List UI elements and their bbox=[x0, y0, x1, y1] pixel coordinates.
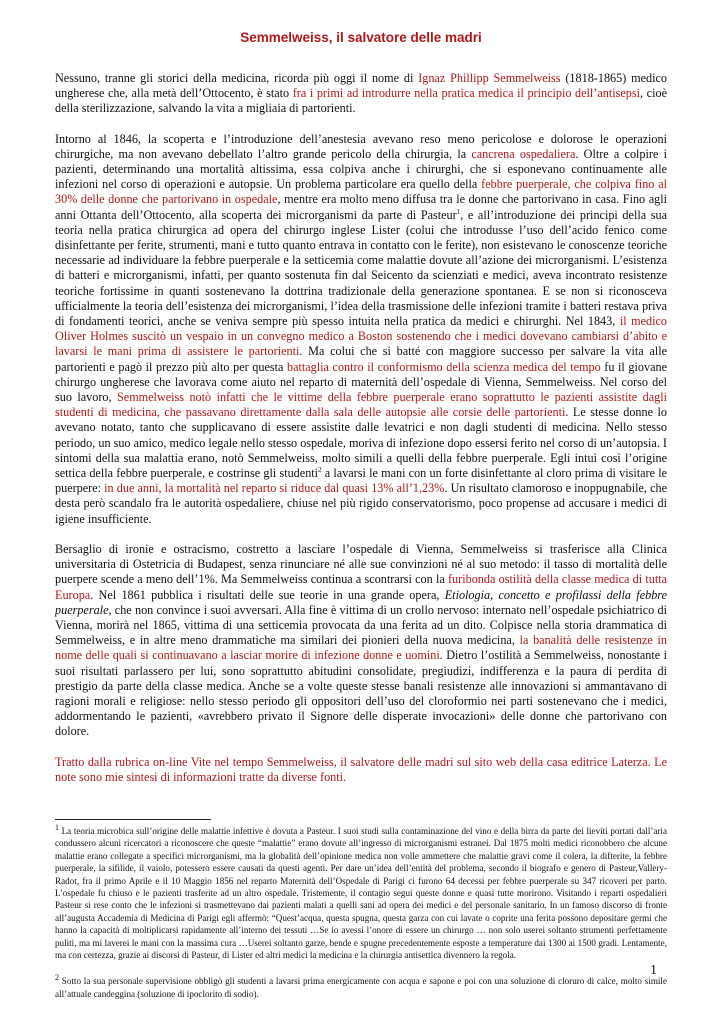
article-body bbox=[55, 71, 667, 785]
highlight-holmes: il medico Oliver Holmes suscitò un vespaio in un convegno medico a Boston sostenendo che i medici dovevano cambiarsi d’abito e lavarsi le mani prima di assistere le partorienti bbox=[55, 314, 667, 359]
text-run: . Oltre a colpire i pazienti, determinando una mortalità altissima, essa colpiva anche i chirurghi, che si esponevano continuamente alle infezioni nel corso di operazioni e autopsie. Un problema particolare era quello della bbox=[55, 146, 667, 192]
highlight-febbre: febbre puerperale, che colpiva fino al 30% delle donne che partorivano in ospedale bbox=[55, 177, 667, 207]
page-title: Semmelweiss, il salvatore delle madri bbox=[240, 30, 482, 45]
highlight-vittime: Semmelweiss notò infatti che le vittime della febbre puerperale erano soprattutto le pazienti assistite dagli studenti di medicina, che passavano direttamente dalla sala delle autopsie alle corsie delle partorienti bbox=[55, 390, 667, 420]
paragraph-intro bbox=[55, 71, 667, 117]
footnote-mark: 1 bbox=[55, 822, 59, 832]
footnote-mark: 2 bbox=[55, 973, 59, 983]
text-run: Intorno al 1846, la scoperta e l’introduzione dell’anestesia avevano reso meno pericolose e dolorose le operazioni chirurgiche, ma non avevano debellato l’altro grande pericolo della chirurgia, la bbox=[55, 131, 667, 161]
text-run: , e all’introduzione dei principi della sua teoria nella pratica chirurgica ad opera del chirurgo inglese Lister (colui che introdusse l’uso dell’acido fenico come disinfettante per ferite, strumenti, mani e tutto quanto entrava in contatto con le ferite), non esistevano le conoscenze teoriche necessarie ad individuare la febbre puerperale e la setticemia come malattie dovute all’azione dei microrganismi. L’esistenza di batteri e microrganismi, infatti, per quanto sostenuta fin dal Seicento da scienziati e medici, aveva incontrato resistenze teoriche fortissime in quanti sostenevano la dottrina tradizionale della generazione spontanea. E se non si riconosceva ufficialmente la teoria dell’esistenza dei microrganismi, l’idea della trasmissione delle infezioni tramite i batteri restava priva di fondamenti teorici, anche se veniva sempre più spesso intuita nella pratica da medici e chirurghi. Nel 1843, bbox=[55, 207, 667, 329]
source-note: Tratto dalla rubrica on-line Vite nel tempo Semmelweiss, il salvatore delle madri sul sito web della casa editrice Laterza. Le note sono mie sintesi di informazioni tratte da diverse fonti. bbox=[55, 754, 667, 784]
text-run: Nessuno, tranne gli storici della medicina, ricorda più oggi il nome di bbox=[55, 71, 419, 85]
text-run: a lavarsi le mani con un forte disinfettante al cloro prima di visitare le puerpere: bbox=[55, 466, 667, 496]
footnote-1 bbox=[55, 822, 667, 961]
highlight-cancrena: cancrena ospedaliera bbox=[471, 146, 576, 161]
highlight-name: Ignaz Phillipp Semmelweiss bbox=[418, 71, 561, 85]
text-run: , mentre era molto meno diffusa tra le donne che partorivano in casa. Fino agli anni Ottanta dell’Ottocento, alla scoperta dei microrganismi da parte di Pasteur bbox=[55, 192, 667, 222]
paragraph-history bbox=[55, 132, 667, 527]
text-run: , cioè della sterilizzazione, salvando la vita a migliaia di partorienti. bbox=[55, 86, 667, 116]
footnote-text: Sotto la sua personale supervisione obbligò gli studenti a lavarsi prima energicamente con acqua e sapone e poi con una soluzione di cloruro di calce, molto simile all’attuale candeggina (soluzione di ipoclorito di sodio). bbox=[55, 976, 667, 999]
footnote-ref-1[interactable]: 1 bbox=[456, 207, 461, 216]
highlight-battaglia: battaglia contro il conformismo della scienza medica del tempo bbox=[287, 359, 601, 374]
footnotes bbox=[55, 822, 667, 1000]
highlight-antisepsis: fra i primi ad introdurre nella pratica medica il principio dell’antisepsi bbox=[292, 86, 641, 101]
highlight-banalita: la banalità delle resistenze in nome delle quali si continuavano a lasciar morire di infezione donne e uomini bbox=[55, 633, 667, 663]
footnote-2 bbox=[55, 975, 667, 1000]
footnote-text: La teoria microbica sull’origine delle malattie infettive è dovuta a Pasteur. I suoi studi sulla contaminazione del vino e della birra da parte dei lieviti portati dall’aria condussero alcuni ricercatori a riconoscere che queste “malattie” erano dovute all’ingresso di microrganismi estranei. Dal 1875 molti medici riconobbero che alcune malattie erano collegate a specifici microrganismi, ma la globalità dell’opinione medica non volle ammettere che malattie gravi come il colera, la difterite, la febbre puerperale, la sifilide, il vaiolo, potessero essere causati da questi agenti. Per dare un’idea dell’entità del problema, secondo il biografo e genero di Pasteur,Vallery-Radot, fra il primo Aprile e il 10 Maggio 1856 nel reparto Maternità dell’Ospedale di Parigi ci furono 64 decessi per febbre puerperale su 347 ricoveri per parto. L’ospedale fu chiuso e le pazienti trasferite ad un altro ospedale. Tristemente, il contagio segui queste donne e quasi tutte morirono. Visitando i reparti ospedalieri Pasteur si rese conto che le infezioni si trasmettevano dai pazienti malati a quelli sani ad opera dei medici e del personale sanitario. In un famoso discorso di fronte all’augusta Accademia di Medicina di Parigi egli affermò: “Quest’acqua, questa spugna, questa garza con cui lavate o coprite una ferita possono depositare germi che hanno la capacità di moltiplicarsi rapidamente all’interno dei tessuti …Se io avessi l’onore di essere un chirurgo … non solo userei soltanto strumenti perfettamente puliti, ma mi laverei le mani con la massima cura …Userei soltanto garze, bende e spugne precedentemente esposte a temperature dai 1300 ai 1500 gradi. Lentamente, ma con certezza, grazie ai discorsi di Pasteur, di Lister ed altri medici la medicina e la chirurgia antisettica divennero la regola. bbox=[55, 825, 667, 960]
text-run: . Nel 1861 pubblica i risultati delle sue teorie in una grande opera, bbox=[90, 587, 445, 602]
highlight-mortalita: in due anni, la mortalità nel reparto si riduce dal quasi 13% all’1,23% bbox=[104, 481, 445, 496]
text-run: fu il giovane chirurgo ungherese che lavorava come aiuto nel reparto di maternità dell’ospedale di Vienna, Semmelweiss. Nel corso del suo lavoro, bbox=[55, 359, 667, 405]
document-page bbox=[55, 30, 667, 1000]
text-run: , che non convince i suoi avversari. Alla fine è vittima di un crollo nervoso: internato nell’ospedale psichiatrico di Vienna, morirà nel 1865, vittima di una setticemia provocata da una ferita ad un dito. Colpisce nella storia drammatica di Semmelweiss, e in altre meno drammatiche ma similari dei pionieri della nuova medicina, bbox=[55, 602, 667, 648]
page-number: 1 bbox=[650, 963, 657, 978]
paragraph-budapest bbox=[55, 542, 667, 740]
book-title: Etiologia, concetto e profilassi della febbre puerperale bbox=[55, 587, 667, 617]
footnote-divider bbox=[55, 819, 211, 820]
text-run: . Un risultato clamoroso e inoppugnabile, che desta però scandalo fra le autorità ospedaliere, chiuse nel più rigido conservatorismo, poco propense ad accusare i medici di igiene insufficiente. bbox=[55, 481, 667, 526]
text-run: Bersaglio di ironie e ostracismo, costretto a lasciare l’ospedale di Vienna, Semmelweiss si trasferisce alla Clinica universitaria di Ostetricia di Budapest, senza rinunciare né alle sue convinzioni né al suo metodo: il tasso di mortalità delle puerpere scende a meno dell’1%. Ma Semmelweiss continua a scontrarsi con la bbox=[55, 541, 667, 587]
footnote-ref-2[interactable]: 2 bbox=[318, 466, 322, 475]
text-run: . Le stesse donne lo avevano notato, tanto che supplicavano di essere assistite dalle levatrici e non dagli studenti di medicina. Nello stesso periodo, un suo amico, medico legale nello stesso ospedale, moriva di infezione dopo essersi ferito nel corso di un’autopsia. I sintomi della sua malattia erano, notò Semmelweiss, molto simili a quelli della febbre puerperale. Egli intuì così l’origine settica della febbre puerperale, e costrinse gli studenti bbox=[55, 405, 668, 481]
text-run: . Ma colui che si batté con maggiore successo per salvare la vita alle partorienti e pagò il prezzo più alto per questa bbox=[55, 344, 667, 374]
text-run: (1818-1865) medico ungherese che, alla metà dell’Ottocento, è stato bbox=[55, 71, 667, 101]
highlight-ostilita: furibonda ostilità della classe medica di tutta Europa bbox=[55, 572, 668, 602]
text-run: . Dietro l’ostilità a Semmelweiss, nonostante i suoi risultati parlassero per lui, sono soprattutto abitudini consolidate, pregiudizi, indifferenza e la paura di perdita di prestigio da parte della classe medica. Anche se a volte queste stesse banali resistenze alle innovazioni si ammantavano di ragioni morali e religiose: nello stesso periodo gli oppositori dell’uso del cloroformio nei parti sostenevano che i medici, addormentando le pazienti, «avrebbero privato il Signore delle disperate invocazioni» delle donne che partorivano con dolore. bbox=[55, 648, 667, 739]
